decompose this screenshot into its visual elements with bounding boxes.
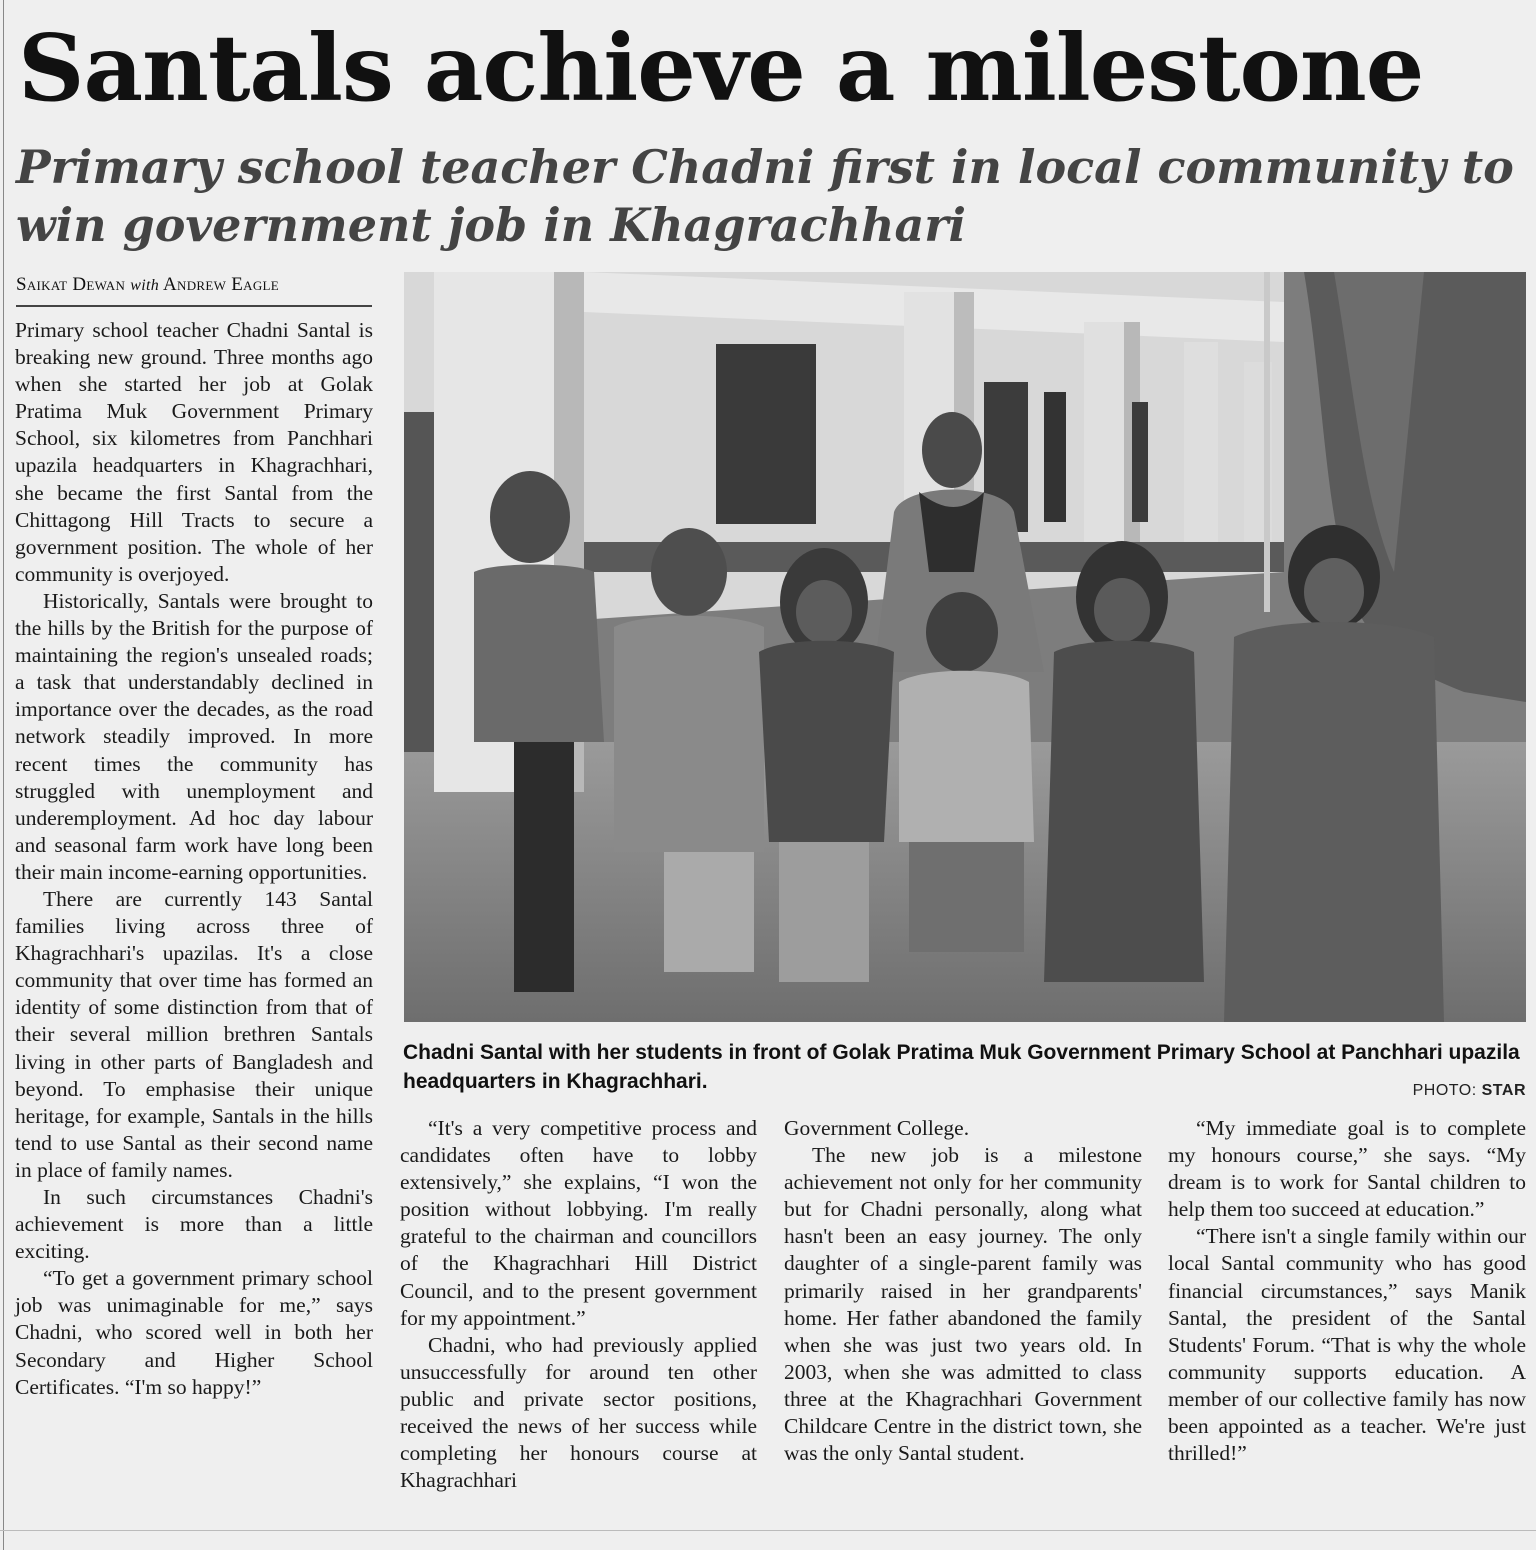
paragraph: In such circumstances Chadni's achievement is more than a little exciting. [15, 1185, 373, 1264]
article-column-3 [784, 1115, 1142, 1467]
byline [16, 274, 372, 296]
photo-credit-source: STAR [1481, 1082, 1526, 1099]
byline-coauthor: Andrew Eagle [163, 274, 280, 295]
photo-caption: Chadni Santal with her students in front of Golak Pratima Muk Government Primary School at Panchhari upazila headquarters in Khagrachhari. [403, 1041, 1520, 1093]
paragraph: “To get a government primary school job was unimaginable for me,” says Chadni, who scored well in both her Secondary and Higher School Certificates. “I'm so happy!” [15, 1266, 373, 1399]
paragraph: “It's a very competitive process and candidates often have to lobby extensively,” she explains, “I won the position without lobbying. I'm really grateful to the chairman and councillors of the Khagrachhari Hill District Council, and to the present government for my appointment.” [400, 1116, 757, 1330]
paragraph: The new job is a milestone achievement not only for her community but for Chadni personally, along what hasn't been an easy journey. The only daughter of a single-parent family was primarily raised in her grandparents' home. Her father abandoned the family when she was just two years old. In 2003, when she was admitted to class three at the Khagrachhari Government Childcare Centre in the district town, she was the only Santal student. [784, 1143, 1142, 1466]
photo-credit [1413, 1082, 1526, 1100]
paragraph: Government College. [784, 1116, 970, 1140]
paragraph: Chadni, who had previously applied unsuccessfully for around ten other public and private sector positions, received the news of her success while completing her honours course at Khagrachhari [400, 1332, 757, 1493]
paragraph: There are currently 143 Santal families living across three of Khagrachhari's upazilas. It's a close community that over time has formed an identity of some distinction from that of their several million brethren Santals living in other parts of Bangladesh and beyond. To emphasise their unique heritage, for example, Santals in the hills tend to use Santal as their second name in place of family names. [15, 886, 373, 1182]
photo-credit-label: PHOTO: [1412, 1082, 1477, 1099]
photo-illustration [404, 272, 1526, 1022]
paragraph: Historically, Santals were brought to the hills by the British for the purpose of maintaining the region's unsealed roads; a task that understandably declined in importance over the decades, as the road network steadily improved. In more recent times the community has struggled with unemployment and underemployment. Ad hoc day labour and seasonal farm work have long been their main income-earning opportunities. [15, 588, 373, 884]
paragraph: “There isn't a single family within our local Santal community who has good financial circumstances,” says Manik Santal, the president of the Santal Students' Forum. “That is why the whole community supports education. A member of our collective family has now been appointed as a teacher. We're just thrilled!” [1168, 1224, 1526, 1466]
headline: Santals achieve a milestone [18, 14, 1424, 122]
bottom-rule [0, 1530, 1536, 1531]
page-left-rule [3, 0, 4, 1550]
article-column-1 [15, 317, 373, 1401]
article-column-2 [400, 1115, 757, 1494]
paragraph: “My immediate goal is to complete my honours course,” she says. “My dream is to work for Santal children to help them too succeed at education.” [1168, 1116, 1526, 1222]
paragraph: Primary school teacher Chadni Santal is breaking new ground. Three months ago when she started her job at Golak Pratima Muk Government Primary School, six kilometres from Panchhari upazila headquarters in Khagrachhari, she became the first Santal from the Chittagong Hill Tracts to secure a government position. The whole of her community is overjoyed. [15, 318, 373, 586]
subheadline: Primary school teacher Chadni first in local community to win government job in Khagrachhari [16, 140, 1514, 252]
byline-author: Saikat Dewan [16, 274, 126, 295]
article-photo [404, 272, 1526, 1022]
byline-rule [16, 305, 372, 307]
byline-connector: with [130, 277, 160, 294]
article-column-4 [1168, 1115, 1526, 1467]
